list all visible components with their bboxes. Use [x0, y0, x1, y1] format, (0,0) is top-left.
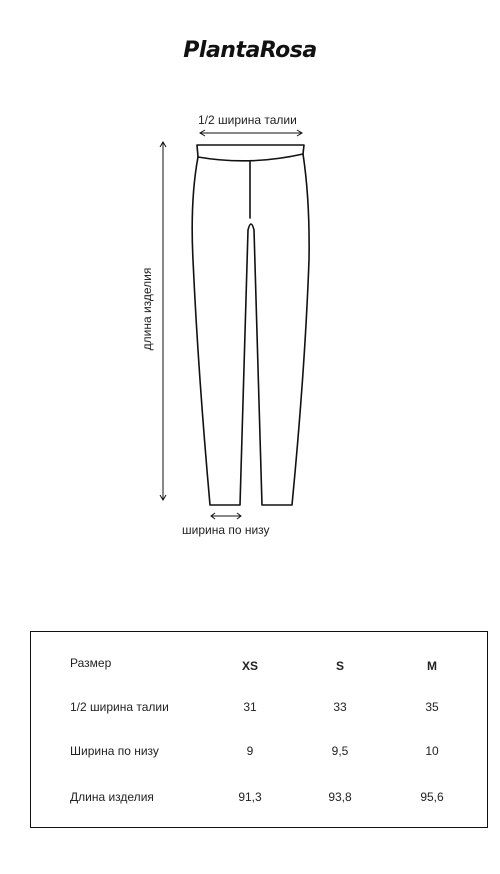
cell-value: 33 — [333, 700, 347, 714]
table-header-label: Размер — [70, 656, 112, 670]
table-row — [31, 790, 487, 810]
cell-value: 9,5 — [331, 744, 349, 758]
bottom-width-arrow — [211, 513, 241, 519]
table-row — [31, 744, 487, 764]
cell-value: 93,8 — [328, 790, 352, 804]
bottom-width-label: ширина по низу — [182, 523, 270, 537]
leggings-outline — [192, 145, 309, 505]
brand-logo: PlantaRosa — [183, 38, 317, 63]
size-s: S — [335, 659, 345, 673]
row-label: 1/2 ширина талии — [70, 700, 169, 714]
table-header-row — [31, 656, 487, 676]
size-xs: XS — [241, 659, 259, 673]
row-label: Длина изделия — [70, 790, 154, 804]
waist-width-label: 1/2 ширина талии — [198, 113, 297, 127]
row-label: Ширина по низу — [70, 744, 159, 758]
size-table — [30, 631, 488, 828]
cell-value: 31 — [243, 700, 257, 714]
cell-value: 91,3 — [238, 790, 262, 804]
length-label: длина изделия — [140, 267, 154, 351]
length-arrow — [160, 142, 166, 500]
cell-value: 35 — [425, 700, 439, 714]
cell-value: 9 — [246, 744, 254, 758]
size-m: M — [427, 659, 437, 673]
cell-value: 95,6 — [420, 790, 444, 804]
cell-value: 10 — [425, 744, 439, 758]
waist-arrow — [200, 130, 302, 136]
table-row — [31, 700, 487, 720]
